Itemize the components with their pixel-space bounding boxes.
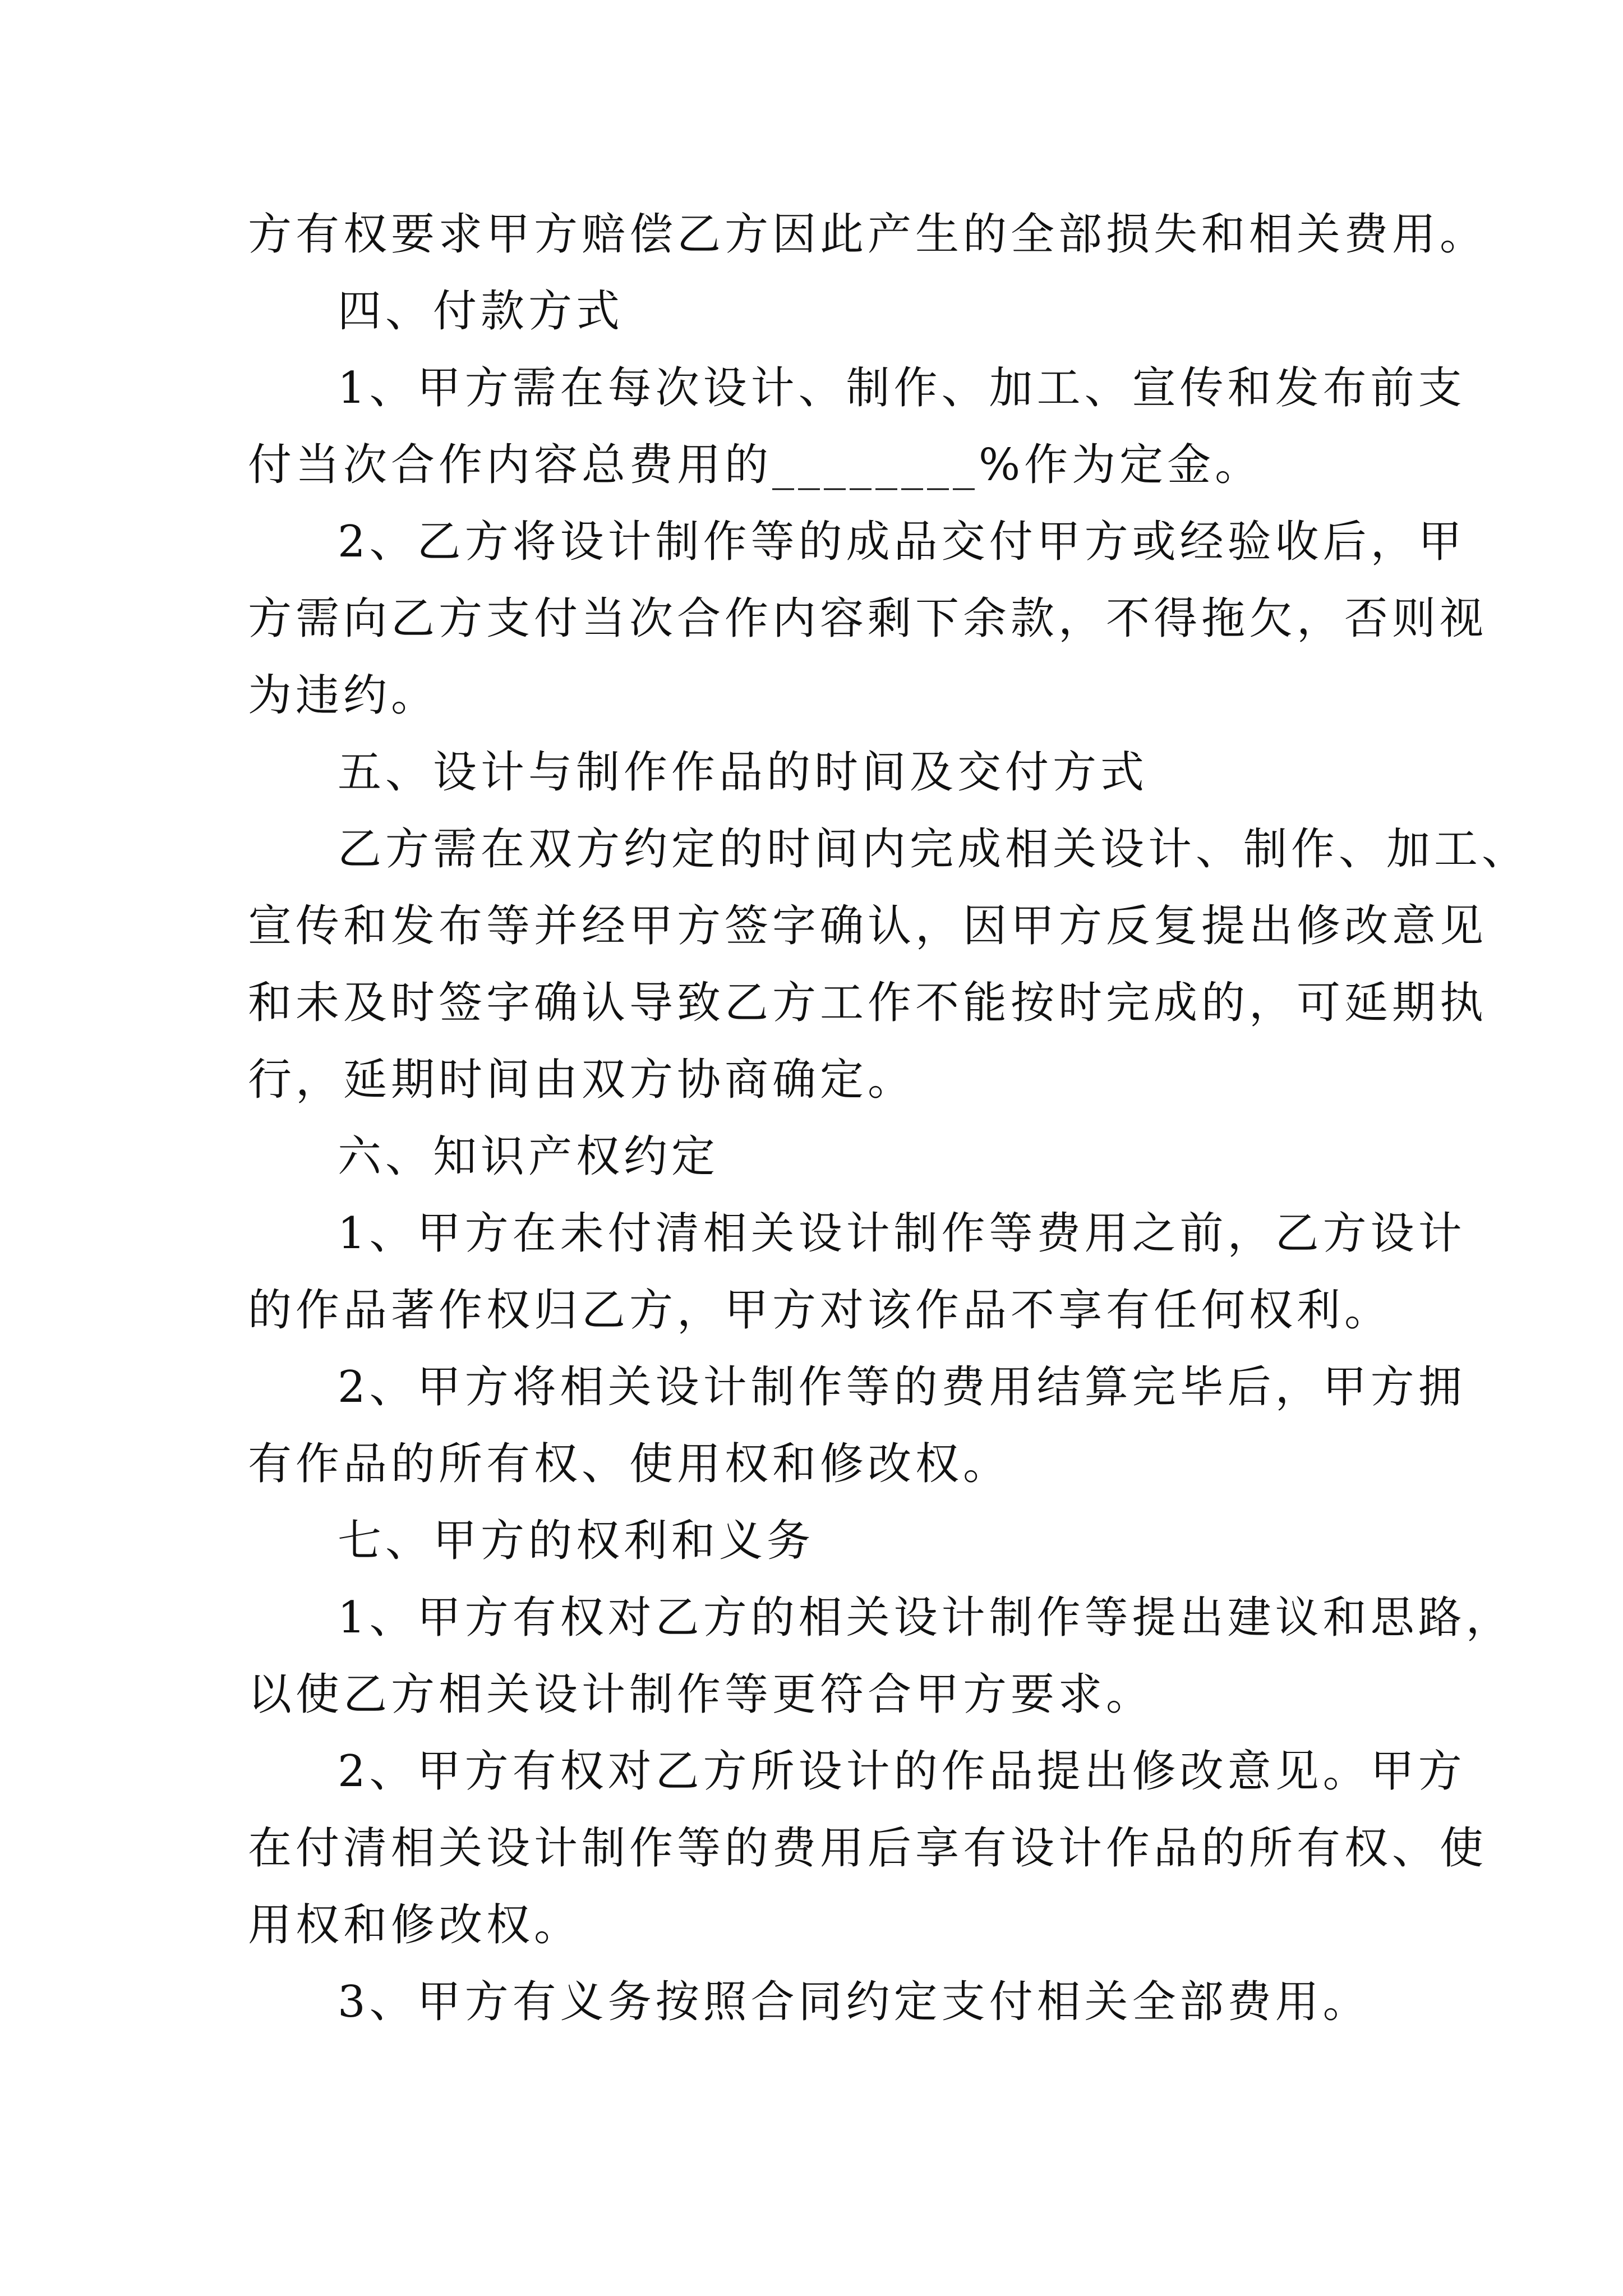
text-line: 行，延期时间由双方协商确定。 (248, 1055, 916, 1105)
text-line: 和未及时签字确认导致乙方工作不能按时完成的，可延期执 (248, 978, 1488, 1028)
text-line: 的作品著作权归乙方，甲方对该作品不享有任何权利。 (248, 1285, 1393, 1336)
text-line: 为违约。 (248, 670, 439, 721)
text-line: 3、甲方有义务按照合同约定支付相关全部费用。 (338, 1977, 1371, 2027)
text-line: 1、甲方在未付清相关设计制作等费用之前，乙方设计 (338, 1208, 1466, 1259)
text-line: 2、甲方有权对乙方所设计的作品提出修改意见。甲方 (338, 1746, 1466, 1797)
section-heading: 四、付款方式 (338, 286, 624, 337)
section-heading: 五、设计与制作作品的时间及交付方式 (338, 747, 1149, 798)
section-heading: 七、甲方的权利和义务 (338, 1516, 815, 1566)
text-line: 2、甲方将相关设计制作等的费用结算完毕后，甲方拥 (338, 1362, 1466, 1412)
text-line: 宣传和发布等并经甲方签字确认，因甲方反复提出修改意见 (248, 901, 1488, 951)
text-line: 付当次合作内容总费用的________%作为定金。 (248, 440, 1263, 490)
text-line: 有作品的所有权、使用权和修改权。 (248, 1439, 1011, 1489)
text-line: 用权和修改权。 (248, 1900, 582, 1950)
text-line: 1、甲方有权对乙方的相关设计制作等提出建议和思路， (338, 1593, 1514, 1643)
text-line: 以使乙方相关设计制作等更符合甲方要求。 (248, 1669, 1154, 1720)
text-line: 方有权要求甲方赔偿乙方因此产生的全部损失和相关费用。 (248, 209, 1488, 260)
text-line: 1、甲方需在每次设计、制作、加工、宣传和发布前支 (338, 363, 1466, 413)
document-body (248, 196, 1530, 2041)
text-line: 方需向乙方支付当次合作内容剩下余款，不得拖欠，否则视 (248, 593, 1488, 644)
text-line: 乙方需在双方约定的时间内完成相关设计、制作、加工、 (338, 824, 1530, 875)
text-line: 2、乙方将设计制作等的成品交付甲方或经验收后，甲 (338, 517, 1466, 567)
section-heading: 六、知识产权约定 (338, 1131, 720, 1182)
text-line: 在付清相关设计制作等的费用后享有设计作品的所有权、使 (248, 1823, 1488, 1874)
